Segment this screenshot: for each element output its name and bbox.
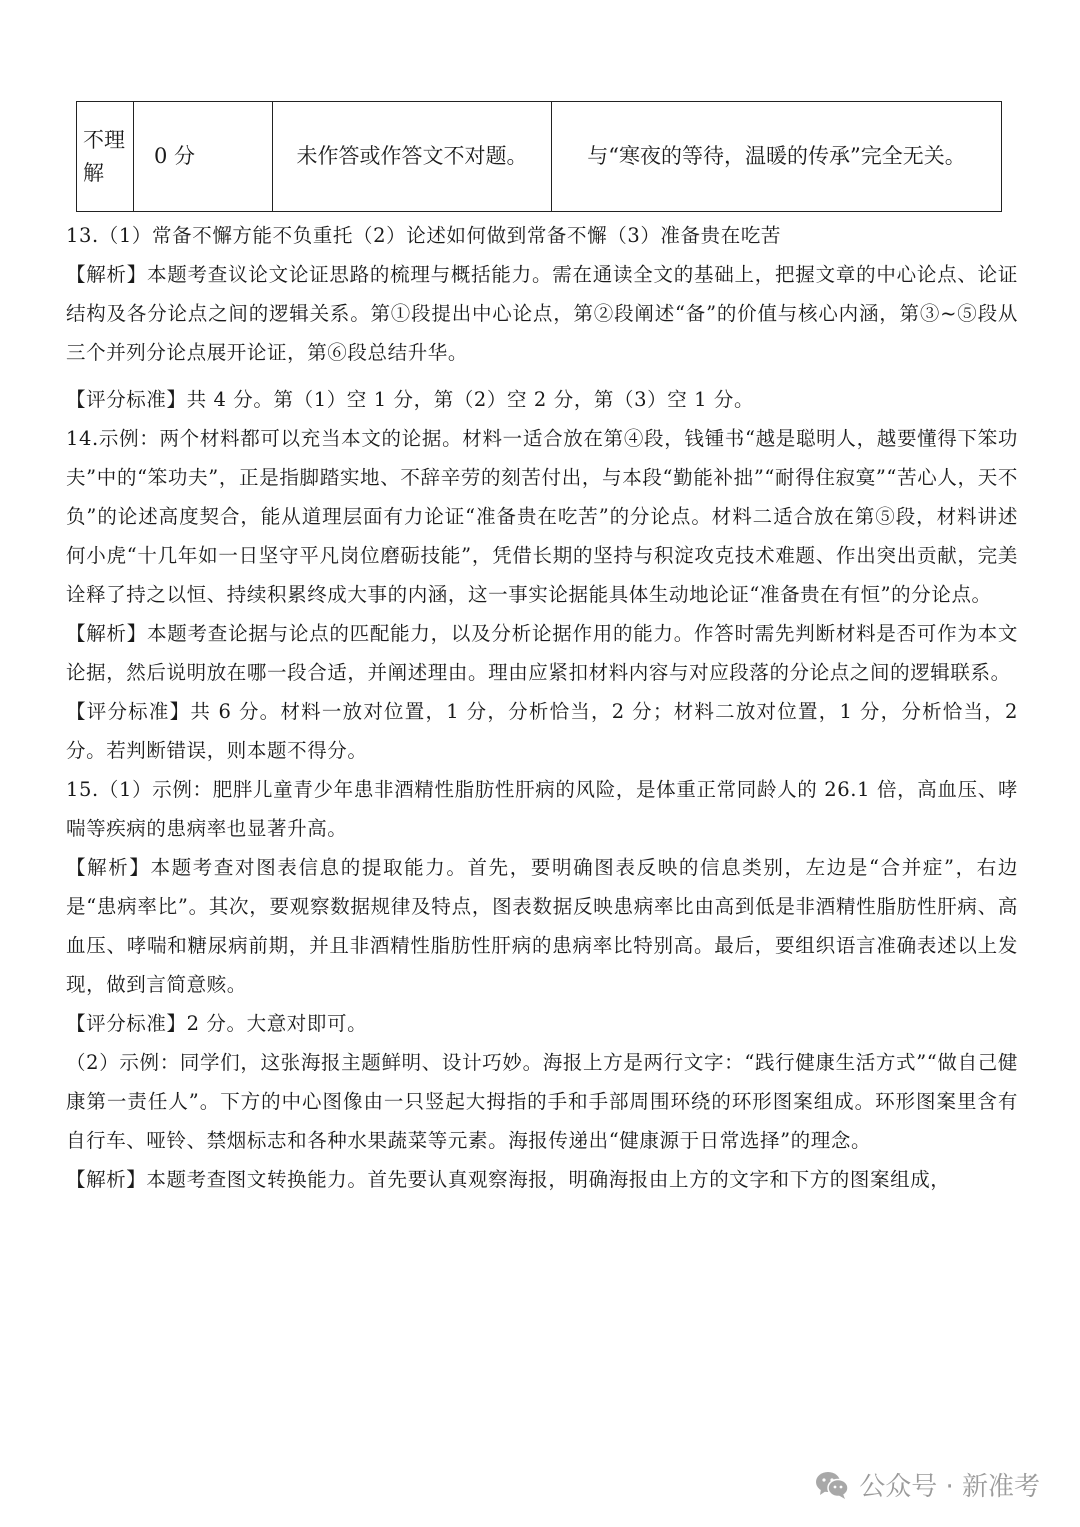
- answer-14: 14.示例：两个材料都可以充当本文的论据。材料一适合放在第④段，钱锺书“越是聪明人，越要懂得下笨功夫”中的“笨功夫”，正是指脚踏实地、不辞辛劳的刻苦付出，与本段“勤能补拙”“耐得住寂寞”“苦心人，天不负”的论述高度契合，能从道理层面有力论证“准备贵在吃苦”的分论点。材料二适合放在第⑤段，材料讲述何小虎“十几年如一日坚守平凡岗位磨砺技能”，凭借长期的坚持与积淀攻克技术难题、作出突出贡献，完美诠释了持之以恒、持续积累终成大事的内涵，这一事实论据能具体生动地论证“准备贵在有恒”的分论点。: [66, 427, 1018, 606]
- table-row: [77, 102, 1002, 212]
- scoring-15-1: 【评分标准】2 分。大意对即可。: [66, 1012, 368, 1035]
- analysis-14: 【解析】本题考查论据与论点的匹配能力，以及分析论据作用的能力。作答时需先判断材料是否可作为本文论据，然后说明放在哪一段合适，并阐述理由。理由应紧扣材料内容与对应段落的分论点之间的逻辑联系。: [66, 622, 1018, 684]
- answer-body: [66, 216, 1018, 1199]
- watermark-text: 公众号 · 新准考: [859, 1472, 1040, 1502]
- table-cell-level: 不理解: [77, 102, 134, 212]
- watermark: [815, 1466, 1040, 1503]
- answer-15-2: （2）示例：同学们，这张海报主题鲜明、设计巧妙。海报上方是两行文字：“践行健康生活方式”“做自己健康第一责任人”。下方的中心图像由一只竖起大拇指的手和手部周围环绕的环形图案组成。环形图案里含有自行车、哑铃、禁烟标志和各种水果蔬菜等元素。海报传递出“健康源于日常选择”的理念。: [66, 1051, 1018, 1152]
- analysis-15-1: 【解析】本题考查对图表信息的提取能力。首先，要明确图表反映的信息类别，左边是“合并症”，右边是“患病率比”。其次，要观察数据规律及特点，图表数据反映患病率比由高到低是非酒精性脂肪性肝病、高血压、哮喘和糖尿病前期，并且非酒精性脂肪性肝病的患病率比特别高。最后，要组织语言准确表述以上发现，做到言简意赅。: [66, 856, 1018, 996]
- analysis-15-2: 【解析】本题考查图文转换能力。首先要认真观察海报，明确海报由上方的文字和下方的图案组成，: [66, 1168, 951, 1191]
- answer-13: 13.（1）常备不懈方能不负重托（2）论述如何做到常备不懈（3）准备贵在吃苦: [66, 224, 782, 247]
- scoring-table: [76, 101, 1002, 212]
- table-cell-score: 0 分: [134, 102, 273, 212]
- scoring-13: 【评分标准】共 4 分。第（1）空 1 分，第（2）空 2 分，第（3）空 1 分。: [66, 388, 755, 411]
- wechat-icon: [815, 1470, 849, 1500]
- table-cell-example: 与“寒夜的等待，温暖的传承”完全无关。: [552, 102, 1002, 212]
- scoring-14: 【评分标准】共 6 分。材料一放对位置，1 分，分析恰当，2 分；材料二放对位置，1 分，分析恰当，2 分。若判断错误，则本题不得分。: [66, 700, 1018, 762]
- table-cell-criteria: 未作答或作答文不对题。: [273, 102, 552, 212]
- analysis-13: 【解析】本题考查议论文论证思路的梳理与概括能力。需在通读全文的基础上，把握文章的中心论点、论证结构及各分论点之间的逻辑关系。第①段提出中心论点，第②段阐述“备”的价值与核心内涵，第③~⑤段从三个并列分论点展开论证，第⑥段总结升华。: [66, 263, 1018, 364]
- answer-15-1: 15.（1）示例：肥胖儿童青少年患非酒精性脂肪性肝病的风险，是体重正常同龄人的 26.1 倍，高血压、哮喘等疾病的患病率也显著升高。: [66, 778, 1018, 840]
